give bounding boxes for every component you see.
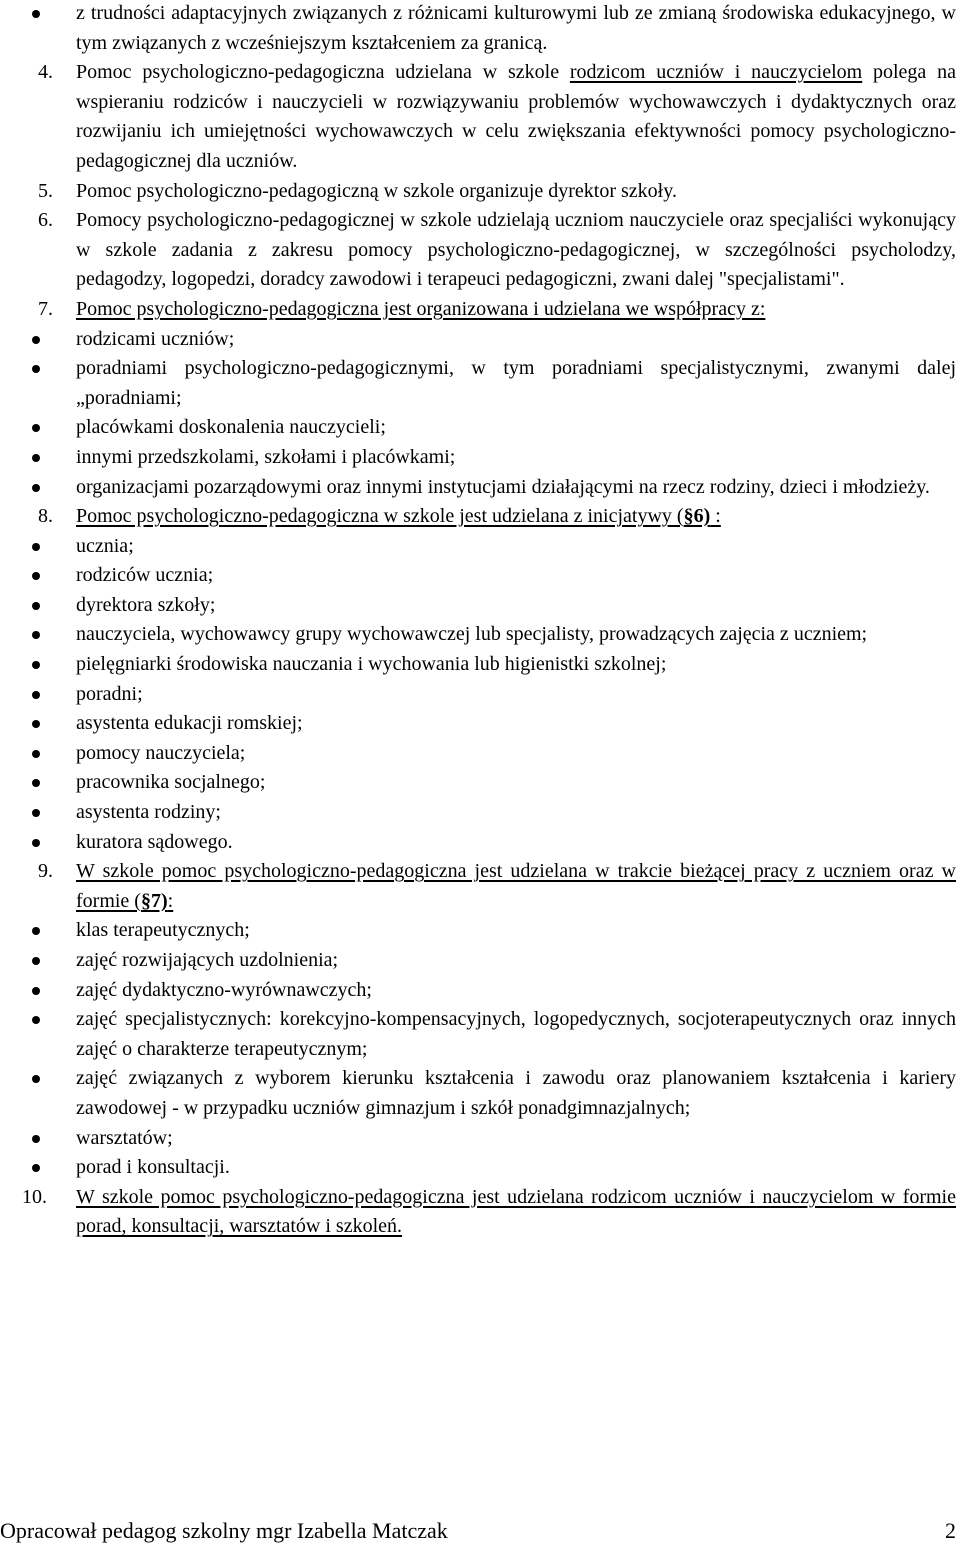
- item-text: Pomocy psychologiczno-pedagogicznej w szkole udzielają uczniom nauczyciele oraz specjaliści wykonujący w szkole zadania z zakresu pomocy psychologiczno-pedagogicznej, w szczególności psycholodzy, pedagodzy, logopedzi, doradcy zawodowi i terapeuci pedagogiczni, zwani dalej "specjalistami".: [76, 209, 956, 291]
- list-item-text: poradni;: [76, 682, 143, 705]
- item-text: W szkole pomoc psychologiczno-pedagogiczna jest udzielana w trakcie bieżącej pracy z uczniem oraz w formie (§7):: [76, 860, 956, 912]
- list-item: [0, 768, 960, 798]
- bullet-icon: [32, 591, 42, 621]
- list-item-text: placówkami doskonalenia nauczycieli;: [76, 416, 386, 439]
- numbered-item-5: [0, 177, 960, 207]
- list-item: [0, 828, 960, 858]
- list-item: [0, 1005, 960, 1064]
- list-item: [0, 976, 960, 1006]
- bullet-icon: [32, 0, 42, 29]
- list-item-text: kuratora sądowego.: [76, 830, 233, 853]
- bullet-icon: [32, 413, 42, 443]
- bullet-icon: [32, 532, 42, 562]
- list-item-text: asystenta edukacji romskiej;: [76, 712, 303, 735]
- bullet-icon: [32, 443, 42, 473]
- numbered-item-10: [0, 1183, 960, 1242]
- list-item-text: zajęć specjalistycznych: korekcyjno-kompensacyjnych, logopedycznych, socjoterapeutycznych oraz innych zajęć o charakterze terapeutycznym;: [76, 1008, 956, 1060]
- bullet-icon: [32, 561, 42, 591]
- list-item: [0, 739, 960, 769]
- list-item: [0, 680, 960, 710]
- list-item: [0, 443, 960, 473]
- numbered-item-7: [0, 295, 960, 325]
- bullet-icon: [32, 1124, 42, 1154]
- list-item: [0, 325, 960, 355]
- list-item: [0, 532, 960, 562]
- item-number: 6.: [38, 209, 53, 232]
- bullet-icon: [32, 976, 42, 1006]
- bullet-icon: [32, 768, 42, 798]
- list-item-text: ucznia;: [76, 534, 134, 557]
- item-text: Pomoc psychologiczno-pedagogiczna udzielana w szkole rodzicom uczniów i nauczycielom polega na wspieraniu rodziców i nauczycieli w rozwiązywaniu problemów wychowawczych i dydaktycznych oraz rozwijaniu ich umiejętności wychowawczych w celu zwiększania efektywności pomocy psychologiczno-pedagogicznej dla uczniów.: [76, 61, 956, 172]
- list-item-text: poradniami psychologiczno-pedagogicznymi, w tym poradniami specjalistycznymi, zwanymi dalej „poradniami;: [76, 357, 956, 409]
- numbered-item-6: [0, 206, 960, 295]
- list-item: [0, 946, 960, 976]
- bullet-icon: [32, 946, 42, 976]
- list-item-text: warsztatów;: [76, 1126, 173, 1149]
- list-item: [0, 1153, 960, 1183]
- bullet-icon: [32, 828, 42, 858]
- list-item: [0, 798, 960, 828]
- bullet-icon: [32, 798, 42, 828]
- list-item: [0, 354, 960, 413]
- list-item: [0, 620, 960, 650]
- list-item-text: rodzicami uczniów;: [76, 327, 235, 350]
- list-item-text: pomocy nauczyciela;: [76, 741, 246, 764]
- item-text: W szkole pomoc psychologiczno-pedagogiczna jest udzielana rodzicom uczniów i nauczycielom w formie porad, konsultacji, warsztatów i szkoleń.: [76, 1185, 956, 1238]
- list-item: [0, 473, 960, 503]
- bullet-icon: [32, 1005, 42, 1035]
- bullet-icon: [32, 1153, 42, 1183]
- bullet-icon: [32, 650, 42, 680]
- item-number: 9.: [38, 860, 53, 883]
- bullet-icon: [32, 620, 42, 650]
- page-number: 2: [945, 1518, 956, 1543]
- list-item: [0, 709, 960, 739]
- list-item: [0, 916, 960, 946]
- list-item-text: asystenta rodziny;: [76, 801, 221, 824]
- list-item-text: zajęć rozwijających uzdolnienia;: [76, 949, 339, 971]
- footer-author: Opracował pedagog szkolny mgr Izabella Matczak: [0, 1518, 448, 1543]
- list-item-text: klas terapeutycznych;: [76, 919, 250, 942]
- list-item-text: innymi przedszkolami, szkołami i placówkami;: [76, 445, 456, 468]
- item-number: 10.: [22, 1185, 47, 1208]
- list-item-text: pracownika socjalnego;: [76, 771, 266, 794]
- list-item-text: nauczyciela, wychowawcy grupy wychowawczej lub specjalisty, prowadzących zajęcia z uczniem;: [76, 623, 868, 646]
- list-item-text: pielęgniarki środowiska nauczania i wychowania lub higienistki szkolnej;: [76, 653, 667, 676]
- list-item: [0, 561, 960, 591]
- numbered-item-9: [0, 857, 960, 916]
- bullet-icon: [32, 680, 42, 710]
- item-number: 7.: [38, 297, 53, 320]
- list-item: [0, 650, 960, 680]
- item-text: Pomoc psychologiczno-pedagogiczna jest organizowana i udzielana we współpracy z:: [76, 297, 766, 320]
- list-item: [0, 413, 960, 443]
- item-number: 5.: [38, 179, 53, 202]
- list-item: [0, 591, 960, 621]
- numbered-item-8: [0, 502, 960, 532]
- list-item: [0, 1124, 960, 1154]
- list-item-text: zajęć związanych z wyborem kierunku kształcenia i zawodu oraz planowaniem kształcenia i kariery zawodowej - w przypadku uczniów gimnazjum i szkół ponadgimnazjalnych;: [76, 1067, 956, 1119]
- bullet-icon: [32, 1064, 42, 1094]
- bullet-icon: [32, 709, 42, 739]
- item-number: 8.: [38, 505, 53, 528]
- item-text: Pomoc psychologiczno-pedagogiczną w szkole organizuje dyrektor szkoły.: [76, 179, 677, 202]
- bullet-icon: [32, 473, 42, 503]
- list-item-text: z trudności adaptacyjnych związanych z różnicami kulturowymi lub ze zmianą środowiska edukacyjnego, w tym związanych z wcześniejszym kształceniem za granicą.: [76, 2, 956, 54]
- bullet-icon: [32, 916, 42, 946]
- bullet-icon: [32, 739, 42, 769]
- bullet-icon: [32, 354, 42, 384]
- item-number: 4.: [38, 61, 53, 84]
- list-item-text: zajęć dydaktyczno-wyrównawczych;: [76, 978, 372, 1001]
- list-item: [0, 0, 960, 58]
- bullet-icon: [32, 325, 42, 355]
- list-item-text: organizacjami pozarządowymi oraz innymi instytucjami działającymi na rzecz rodziny, dzieci i młodzieży.: [76, 475, 930, 498]
- item-text: Pomoc psychologiczno-pedagogiczna w szkole jest udzielana z inicjatywy (§6) :: [76, 505, 721, 528]
- list-item-text: porad i konsultacji.: [76, 1156, 230, 1179]
- list-item-text: rodziców ucznia;: [76, 564, 214, 587]
- list-item-text: dyrektora szkoły;: [76, 593, 216, 616]
- numbered-item-4: [0, 58, 960, 176]
- list-item: [0, 1064, 960, 1123]
